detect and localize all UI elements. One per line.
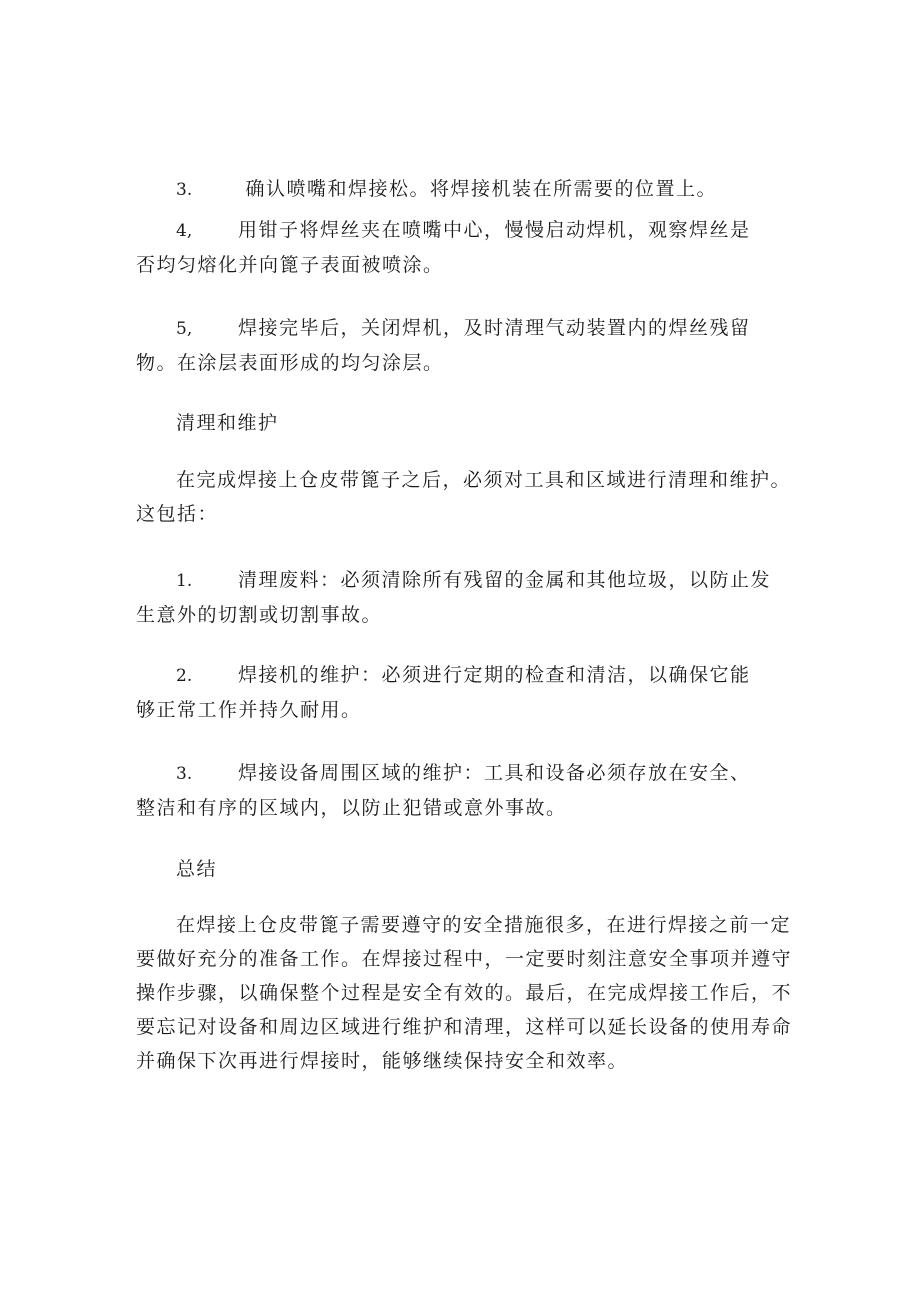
paragraph-line: 这包括： bbox=[136, 503, 219, 525]
item-text: 清理废料：必须清除所有残留的金属和其他垃圾，以防止发 bbox=[238, 569, 772, 591]
paragraph bbox=[136, 908, 796, 1078]
section-heading: 清理和维护 bbox=[176, 412, 279, 434]
paragraph-line: 并确保下次再进行焊接时，能够继续保持安全和效率。 bbox=[136, 1050, 629, 1072]
section-heading: 总结 bbox=[176, 858, 218, 880]
item-text-continued: 否均匀熔化并向篦子表面被喷涂。 bbox=[136, 254, 444, 276]
item-number: 5, bbox=[176, 319, 193, 339]
item-text: 用钳子将焊丝夹在喷嘴中心，慢慢启动焊机，观察焊丝是 bbox=[238, 219, 751, 241]
item-text: 焊接机的维护：必须进行定期的检查和清洁，以确保它能 bbox=[238, 664, 751, 686]
item-text-continued: 物。在涂层表面形成的均匀涂层。 bbox=[136, 352, 444, 374]
list-item bbox=[136, 172, 796, 207]
list-item bbox=[136, 563, 796, 632]
item-text: 焊接完毕后，关闭焊机，及时清理气动装置内的焊丝残留 bbox=[238, 317, 751, 339]
list-item bbox=[136, 311, 796, 380]
paragraph-line: 操作步骤，以确保整个过程是安全有效的。最后，在完成焊接工作后，不 bbox=[136, 982, 793, 1004]
list-item bbox=[136, 756, 796, 825]
item-number: 4, bbox=[176, 221, 193, 241]
item-text: 焊接设备周围区域的维护：工具和设备必须存放在安全、 bbox=[238, 762, 751, 784]
list-item bbox=[136, 658, 796, 727]
paragraph-line: 在完成焊接上仓皮带篦子之后，必须对工具和区域进行清理和维护。 bbox=[176, 469, 792, 491]
paragraph-line: 在焊接上仓皮带篦子需要遵守的安全措施很多，在进行焊接之前一定 bbox=[176, 914, 792, 936]
item-text-continued: 够正常工作并持久耐用。 bbox=[136, 699, 362, 721]
list-item bbox=[136, 213, 796, 282]
paragraph-line: 要忘记对设备和周边区域进行维护和清理，这样可以延长设备的使用寿命 bbox=[136, 1016, 793, 1038]
item-number: 1. bbox=[176, 571, 193, 591]
item-text-continued: 整洁和有序的区域内，以防止犯错或意外事故。 bbox=[136, 797, 567, 819]
paragraph bbox=[136, 463, 796, 531]
item-text: 确认喷嘴和焊接松。将焊接机装在所需要的位置上。 bbox=[238, 178, 718, 200]
item-number: 3. bbox=[176, 180, 193, 200]
paragraph-line: 要做好充分的准备工作。在焊接过程中，一定要时刻注意安全事项并遵守 bbox=[136, 948, 793, 970]
item-number: 3. bbox=[176, 764, 193, 784]
item-text-continued: 生意外的切割或切割事故。 bbox=[136, 604, 383, 626]
item-number: 2. bbox=[176, 666, 193, 686]
